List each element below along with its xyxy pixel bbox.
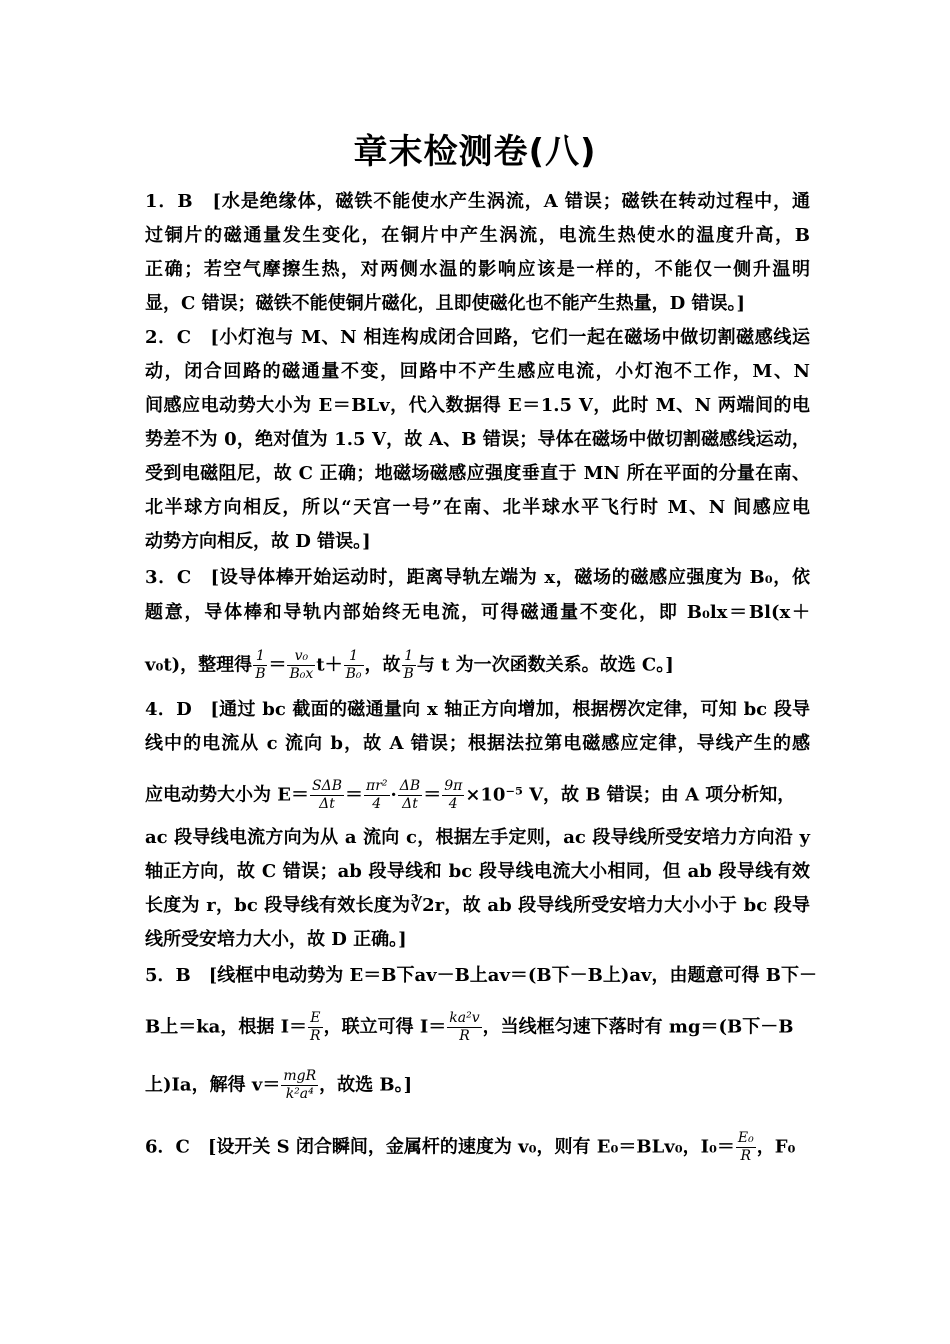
q4-line-5: 轴正方向，故 C 错误；ab 段导线和 bc 段导线电流大小相同，但 ab 段导线有效: [145, 861, 810, 882]
q2-line-7: 动势方向相反，故 D 错误。]: [145, 531, 371, 552]
q2-line-4: 势差不为 0，绝对值为 1.5 V，故 A、B 错误；导体在磁场中做切割磁感线运动，: [145, 429, 810, 450]
q3-line-3: v₀t)，整理得 $\frac{1}{B}$ ＝ $\frac{\text{v₀}}{\text{B₀x}}$ t＋ $\frac{1}{\text{B₀}}$ ，故 $\frac{1}{B}$ 与 t 为一次函数关系。故选 C。]: [145, 648, 674, 682]
q5-line-3: 上)Ia，解得 v＝ $\frac{\text{mgR}}{\text{k²a⁴}}$ ，故选 B。]: [145, 1068, 413, 1102]
fraction: $\frac{1}{B}$: [403, 648, 414, 682]
fraction: $\frac{1}{B}$: [255, 648, 266, 682]
fraction: $\frac{\text{SΔB}}{\Delta t}$: [312, 778, 342, 812]
q2-line-5: 受到电磁阻尼，故 C 正确；地磁场磁感应强度垂直于 MN 所在平面的分量在南、: [145, 463, 810, 484]
fraction: $\frac{\Delta B}{\Delta t}$: [399, 778, 421, 812]
q2-line-3: 间感应电动势大小为 E＝BLv，代入数据得 E＝1.5 V，此时 M、N 两端间的电: [145, 395, 810, 416]
fraction: $\frac{9\pi}{4}$: [444, 778, 463, 812]
q6-line-1: 6．C [设开关 S 闭合瞬间，金属杆的速度为 v₀，则有 E₀＝BLv₀，I₀＝ $\frac{\text{E₀}}{R}$ ，F₀: [145, 1130, 796, 1164]
fraction: $\frac{E}{R}$: [310, 1010, 321, 1044]
q5-line-1: 5．B [线框中电动势为 E＝B下av－B上av＝(B下－B上)av，由题意可得 B下－: [145, 965, 817, 986]
q3-line-1: 3．C [设导体棒开始运动时，距离导轨左端为 x，磁场的磁感应强度为 B₀，依: [145, 567, 810, 588]
q1-line-1: 1．B [水是绝缘体，磁铁不能使水产生涡流，A 错误；磁铁在转动过程中，通: [145, 191, 810, 212]
q4-line-2: 线中的电流从 c 流向 b，故 A 错误；根据法拉第电磁感应定律，导线产生的感: [145, 733, 810, 754]
q1-line-2: 过铜片的磁通量发生变化，在铜片中产生涡流，电流生热使水的温度升高，B: [145, 225, 810, 246]
q2-line-2: 动，闭合回路的磁通量不变，回路中不产生感应电流，小灯泡不工作，M、N: [145, 361, 810, 382]
page-title: 章末检测卷(八): [353, 132, 597, 172]
q4-line-3: 应电动势大小为 E＝ $\frac{\text{SΔB}}{\Delta t}$ ＝ $\frac{\text{πr²}}{4}$ · $\frac{\Delta B}{\Delta t}$ ＝ $\frac{9\pi}{4}$ ×10⁻⁵ V，故 B 错误；由 A 项分析知，: [145, 778, 796, 812]
q1-line-3: 正确；若空气摩擦生热，对两侧水温的影响应该是一样的，不能仅一侧升温明: [145, 259, 810, 280]
q4-line-7: 线所受安培力大小，故 D 正确。]: [145, 929, 407, 950]
q2-line-1: 2．C [小灯泡与 M、N 相连构成闭合回路，它们一起在磁场中做切割磁感线运: [145, 327, 810, 348]
q4-line-6: 长度为 r，bc 段导线有效长度为∛2r，故 ab 段导线所受安培力大小小于 bc 段导: [145, 895, 810, 916]
q4-line-4: ac 段导线电流方向为从 a 流向 c，根据左手定则，ac 段导线所受安培力方向沿 y: [145, 827, 810, 848]
q1-line-4: 显，C 错误；磁铁不能使铜片磁化，且即使磁化也不能产生热量，D 错误。]: [145, 293, 745, 314]
fraction: $\frac{\text{πr²}}{4}$: [366, 778, 388, 812]
fraction: $\frac{\text{ka²v}}{R}$: [449, 1010, 480, 1044]
q4-line-1: 4．D [通过 bc 截面的磁通量向 x 轴正方向增加，根据楞次定律，可知 bc 段导: [145, 699, 810, 720]
fraction: $\frac{\text{E₀}}{R}$: [737, 1130, 754, 1164]
fraction: $\frac{\text{v₀}}{\text{B₀x}}$: [289, 648, 314, 682]
fraction: $\frac{\text{mgR}}{\text{k²a⁴}}$: [283, 1068, 317, 1102]
q3-line-2: 题意，导体棒和导轨内部始终无电流，可得磁通量不变化，即 B₀lx＝Bl(x＋: [145, 602, 810, 623]
q5-line-2: B上＝ka，根据 I＝ $\frac{E}{R}$ ，联立可得 I＝ $\frac{\text{ka²v}}{R}$ ，当线框匀速下落时有 mg＝(B下－B: [145, 1010, 794, 1044]
fraction: $\frac{1}{\text{B₀}}$: [345, 648, 362, 682]
q2-line-6: 北半球方向相反，所以“天宫一号”在南、北半球水平飞行时 M、N 间感应电: [145, 497, 810, 518]
